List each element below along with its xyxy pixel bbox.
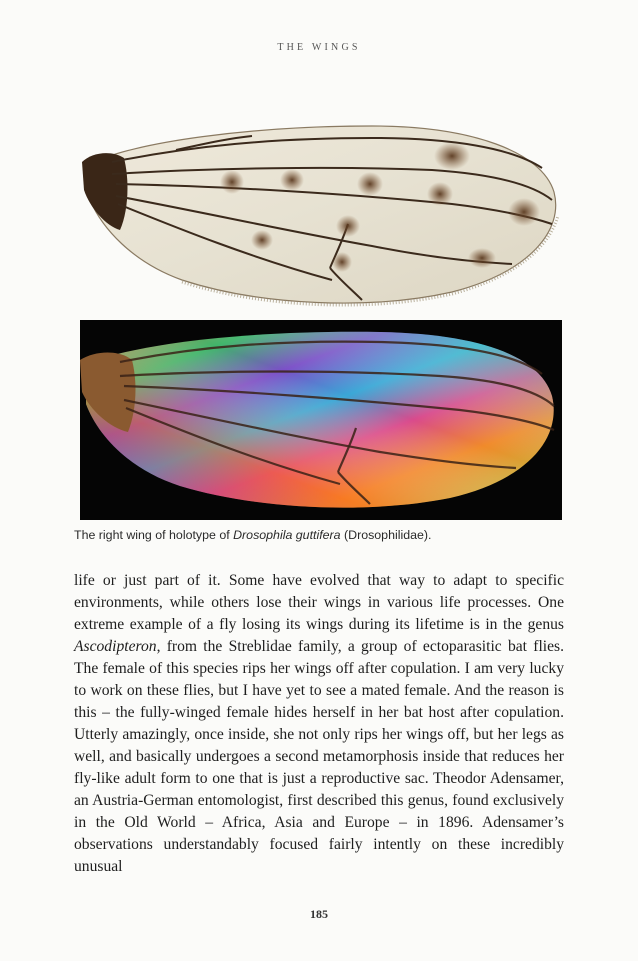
caption-suffix: (Drosophilidae). [340,528,432,542]
figure-caption [74,528,574,542]
page-number: 185 [310,907,328,921]
caption-prefix: The right wing of holotype of [74,528,234,542]
caption-species-name: Drosophila guttifera [233,528,341,542]
body-paragraph [74,570,564,878]
body-text-part-2: , from the Streblidae family, a group of ectoparasitic bat flies. The female of this species rips her wings off after copulation. I am very lucky to work on these flies, but I have yet to see a mated female. And the reason is this – the fully-winged female hides herself in her bat host after copulation. Utterly amazingly, once inside, she not only rips her wings off, but her legs as well, and basically undergoes a second metamorphosis inside that reduces her fly-like adult form to one that is just a reproductive sac. Theodor Adensamer, an Austria-German entomologist, first described this genus, found exclusively in the Old World – Africa, Asia and Europe – in 1896. Adensamer’s observations understandably focused fairly intently on these incredibly unusual [74,638,564,875]
wing-photo-iridescent-dark-background [80,320,562,520]
running-head: THE WINGS [277,42,361,53]
genus-name: Ascodipteron [74,638,157,655]
body-text-part-1: life or just part of it. Some have evolved that way to adapt to specific environments, while others lose their wings in various life processes. One extreme example of a fly losing its wings during its lifetime is in the genus [74,572,564,633]
wing-photo-light-background [72,112,568,318]
body-text [74,570,564,878]
